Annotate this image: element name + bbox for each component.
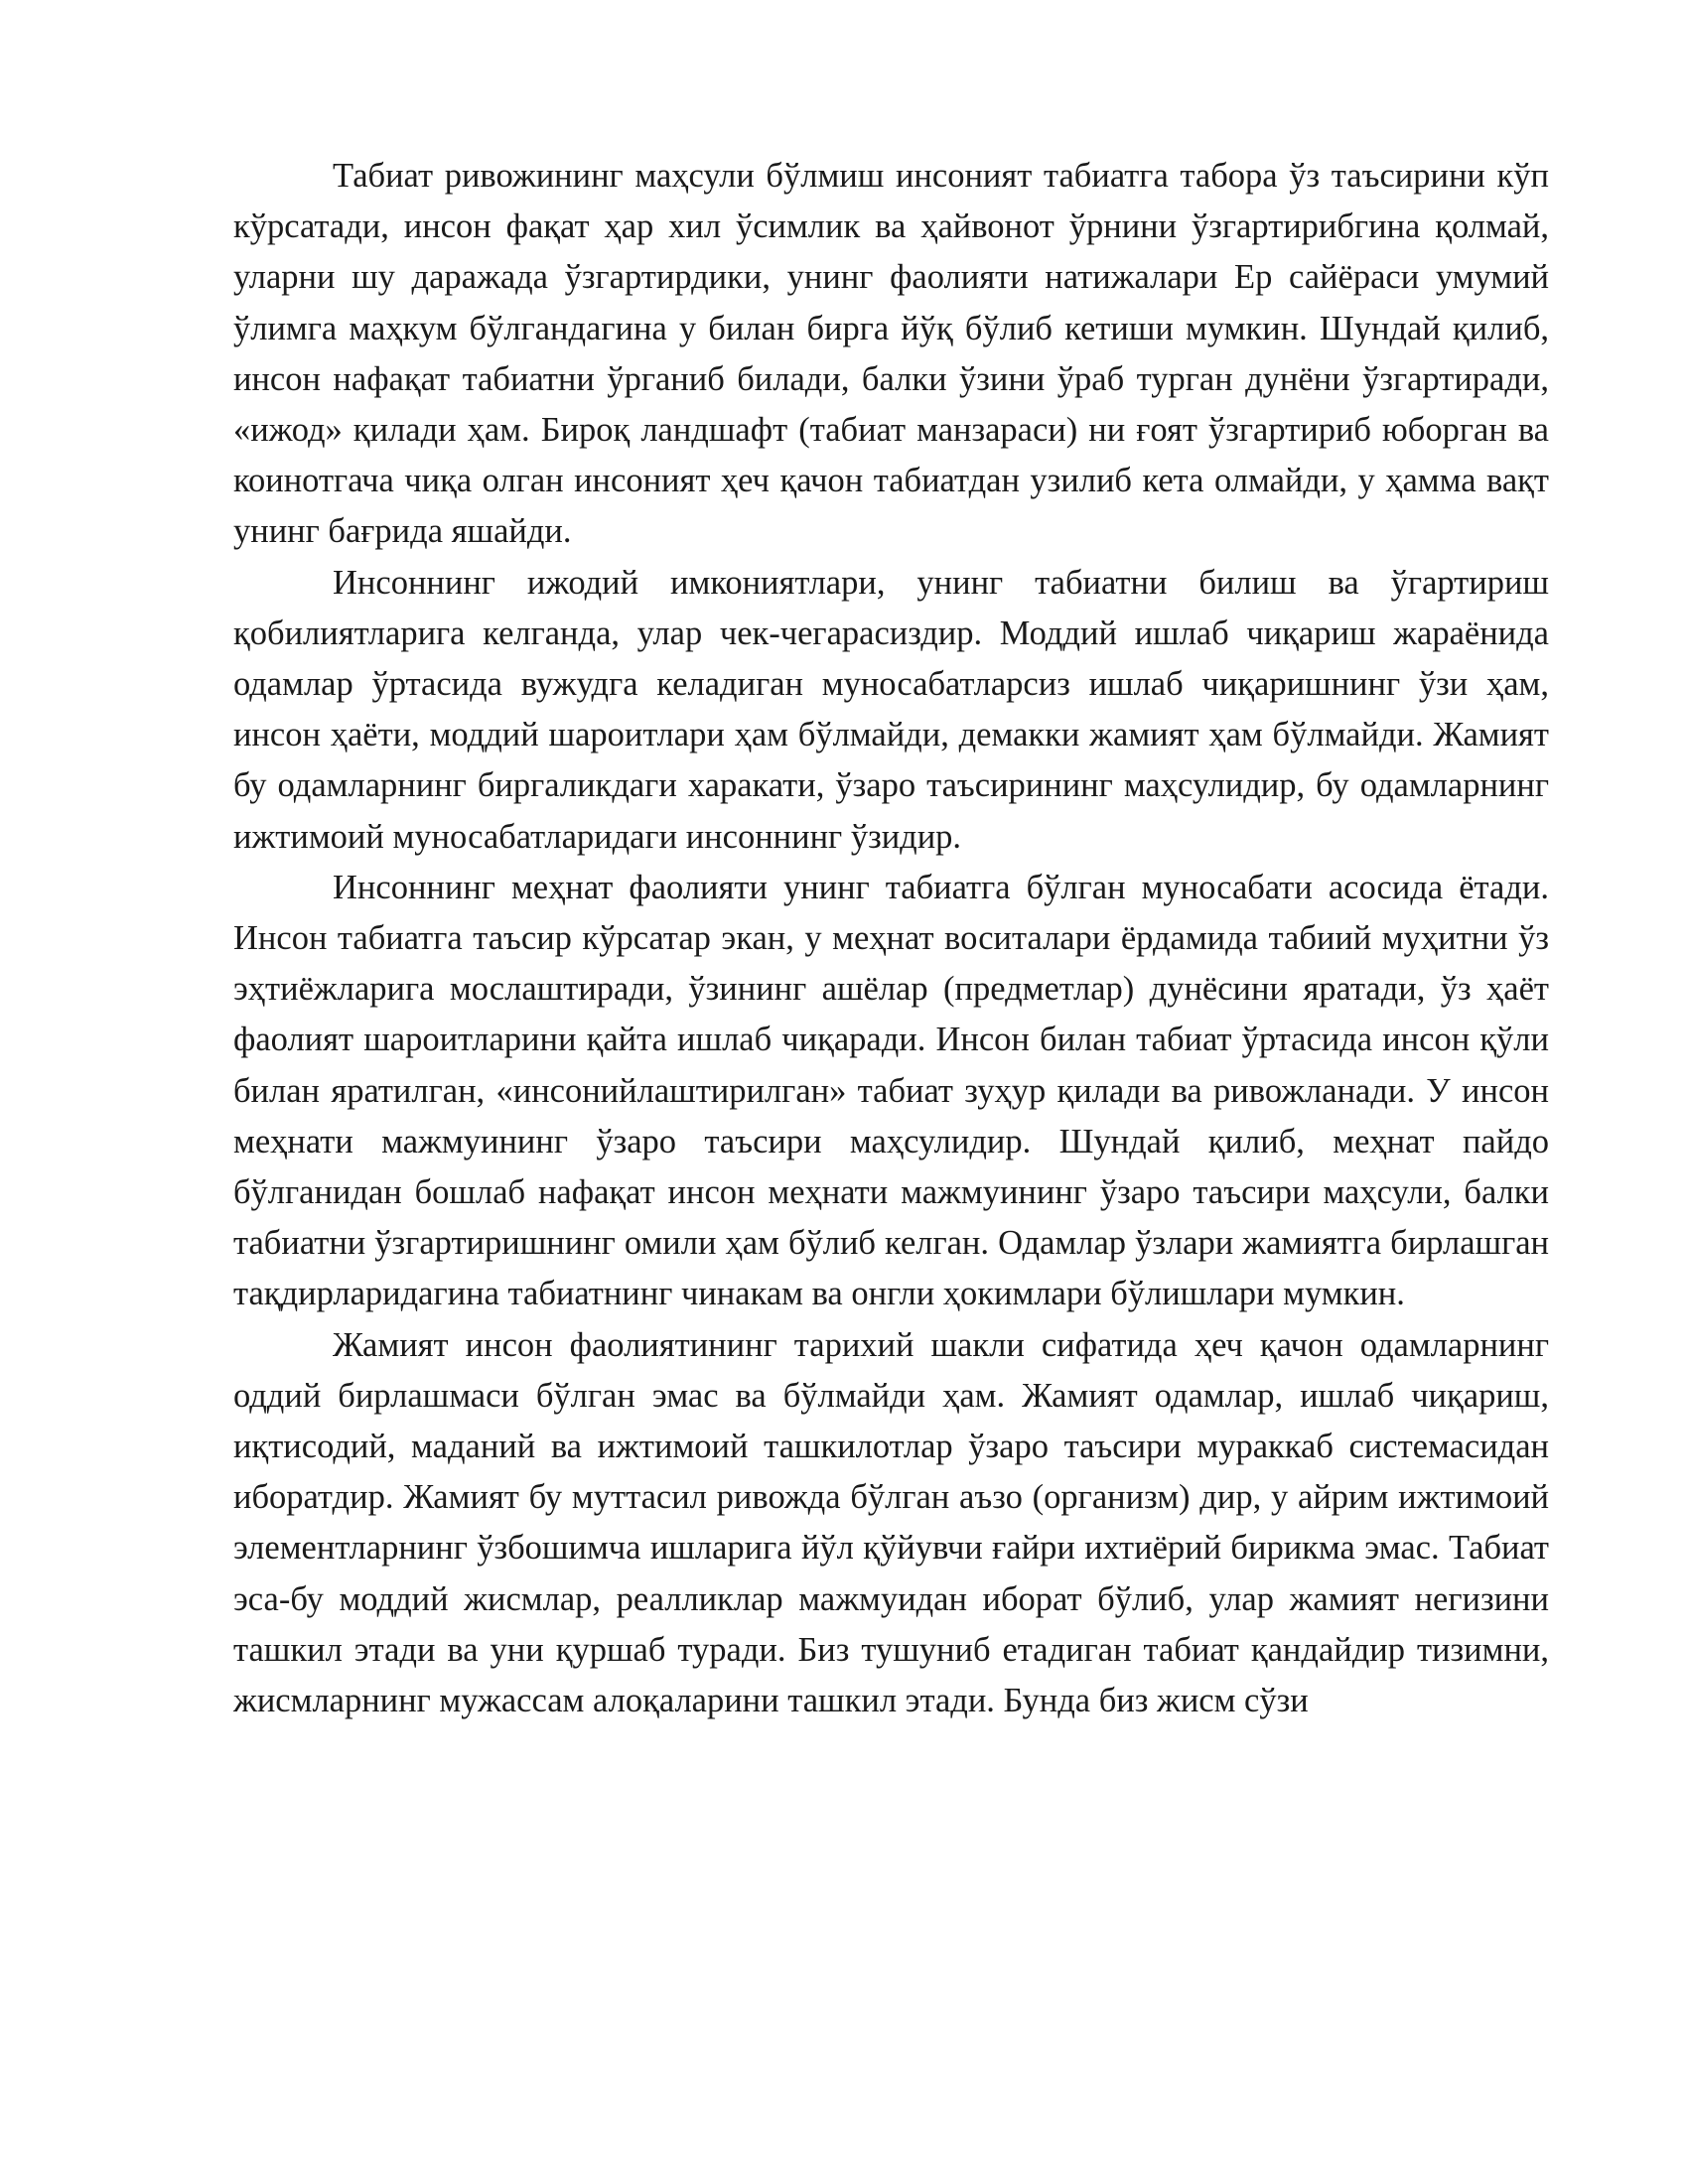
paragraph-1: Табиат ривожининг маҳсули бўлмиш инсоният табиатга табора ўз таъсирини кўп кўрсатади, инсон фақат ҳар хил ўсимлик ва ҳайвонот ўрнини ўзгартирибгина қолмай, уларни шу даражада ўзгартирдики, унинг фаолияти натижалари Ер сайёраси умумий ўлимга маҳкум бўлгандагина у билан бирга йўқ бўлиб кетиши мумкин. Шундай қилиб, инсон нафақат табиатни ўрганиб билади, балки ўзини ўраб турган дунёни ўзгартиради, «ижод» қилади ҳам. Бироқ ландшафт (табиат манзараси) ни ғоят ўзгартириб юборган ва коинотгача чиқа олган инсоният ҳеч қачон табиатдан узилиб кета олмайди, у ҳамма вақт унинг бағрида яшайди. — [233, 157, 1549, 551]
document-page — [233, 151, 1549, 1726]
paragraph-2: Инсоннинг ижодий имкониятлари, унинг табиатни билиш ва ўгартириш қобилиятларига келганда, улар чек-чегарасиздир. Моддий ишлаб чиқариш жараёнида одамлар ўртасида вужудга келадиган муносабатларсиз ишлаб чиқаришнинг ўзи ҳам, инсон ҳаёти, моддий шароитлари ҳам бўлмайди, демакки жамият ҳам бўлмайди. Жамият бу одамларнинг биргаликдаги харакати, ўзаро таъсирининг маҳсулидир, бу одамларнинг ижтимоий муносабатларидаги инсоннинг ўзидир. — [233, 563, 1549, 856]
paragraph-4: Жамият инсон фаолиятининг тарихий шакли сифатида ҳеч қачон одамларнинг оддий бирлашмаси бўлган эмас ва бўлмайди ҳам. Жамият одамлар, ишлаб чиқариш, иқтисодий, маданий ва ижтимоий ташкилотлар ўзаро таъсири мураккаб системасидан иборатдир. Жамият бу муттасил ривожда бўлган аъзо (организм) дир, у айрим ижтимоий элементларнинг ўзбошимча ишларига йўл қўйувчи ғайри ихтиёрий бирикма эмас. Табиат эса-бу моддий жисмлар, реалликлар мажмуидан иборат бўлиб, улар жамият негизини ташкил этади ва уни қуршаб туради. Биз тушуниб етадиган табиат қандайдир тизимни, жисмларнинг мужассам алоқаларини ташкил этади. Бунда биз жисм сўзи — [233, 1325, 1549, 1720]
paragraph-3: Инсоннинг меҳнат фаолияти унинг табиатга бўлган муносабати асосида ётади. Инсон табиатга таъсир кўрсатар экан, у меҳнат воситалари ёрдамида табиий муҳитни ўз эҳтиёжларига мослаштиради, ўзининг ашёлар (предметлар) дунёсини яратади, ўз ҳаёт фаолият шароитларини қайта ишлаб чиқаради. Инсон билан табиат ўртасида инсон қўли билан яратилган, «инсонийлаштирилган» табиат зуҳур қилади ва ривожланади. У инсон меҳнати мажмуининг ўзаро таъсири маҳсулидир. Шундай қилиб, меҳнат пайдо бўлганидан бошлаб нафақат инсон меҳнати мажмуининг ўзаро таъсири маҳсули, балки табиатни ўзгартиришнинг омили ҳам бўлиб келган. Одамлар ўзлари жамиятга бирлашган тақдирларидагина табиатнинг чинакам ва онгли ҳокимлари бўлишлари мумкин. — [233, 868, 1549, 1313]
